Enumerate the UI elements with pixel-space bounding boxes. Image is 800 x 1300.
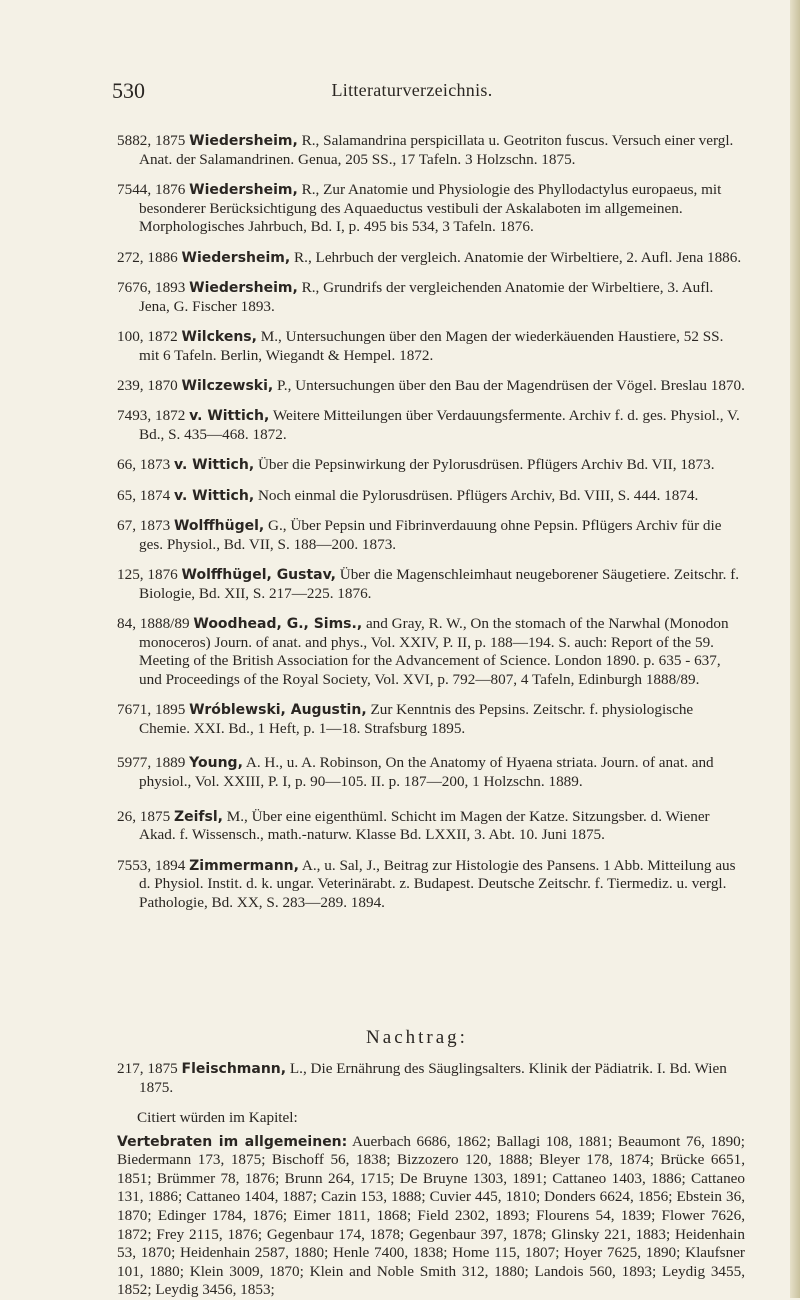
entry-text: R., Lehrbuch der vergleich. Anatomie der Wirbeltiere, 2. Aufl. Jena 1886. (290, 248, 742, 266)
entry-author: Wiedersheim, (189, 133, 298, 149)
entry-year: 1894 (154, 856, 186, 874)
entry-author: v. Wittich, (189, 408, 270, 425)
entry-number: 26, (117, 807, 136, 825)
entry-year: 1889 (154, 754, 186, 772)
entry-author: Wiedersheim, (181, 249, 291, 266)
entry-year: 1873 (139, 456, 171, 474)
entry-author: Wolffhügel, (173, 518, 265, 535)
entry-year: 1875 (147, 1060, 178, 1077)
entry-text: Weitere Mitteilungen über Verdauungsfermente. Archiv f. d. ges. Physiol., V. Bd., S. 435—468. 1872. (139, 407, 740, 443)
entry-number: 7544, (117, 180, 152, 198)
entry-year: 1876 (154, 180, 186, 198)
entry-year: 1875 (154, 132, 186, 149)
entry-author: Wiedersheim, (189, 181, 298, 198)
bib-entry (117, 517, 745, 554)
running-title: Litteraturverzeichnis. (331, 80, 493, 100)
bib-entry (117, 249, 745, 268)
cited-body (117, 1133, 745, 1300)
entry-text: Über die Magenschleimhaut neugeborener Säugetiere. Zeitschr. f. Biologie, Bd. XII, S. 217—225. 1876. (139, 566, 740, 602)
entry-text: A. H., u. A. Robinson, On the Anatomy of Hyaena striata. Journ. of anat. and physiol., Vol. XXIII, P. I, p. 90—105. II. p. 187—200, 1 Holzschn. 1889. (139, 754, 714, 790)
bib-entry (117, 487, 745, 506)
entry-number: 84, (117, 615, 136, 633)
entry-author: Woodhead, G., Sims., (193, 616, 363, 633)
bib-entry (117, 808, 745, 845)
entry-author: Wilckens, (181, 328, 257, 345)
entry-year: 1875 (139, 807, 171, 825)
cited-heading: Vertebraten im allgemeinen: (117, 1133, 348, 1150)
entry-year: 1876 (147, 566, 178, 584)
entry-author: Young, (189, 755, 243, 772)
bib-entry (117, 279, 745, 316)
entry-text: R., Zur Anatomie und Physiologie des Phyllodactylus europaeus, mit besonderer Berücksichtigung des Aquaeductus vestibuli der Askalaboten im allgemeinen. Morphologisches Jahrbuch, Bd. I, p. 495 bis 534, 3 Tafeln. 1876. (139, 180, 722, 236)
cited-text: Auerbach 6686, 1862; Ballagi 108, 1881; Beaumont 76, 1890; Biedermann 173, 1875; Bischoff 56, 1838; Bizzozero 120, 1888; Bleyer 178, 1874; Brücke 6651, 1851; Brümmer 78, 1876; Brunn 264, 1715; De Bruyne 1303, 1891; Cattaneo 1403, 1886; Cattaneo 131, 1886; Cattaneo 1404, 1887; Cazin 153, 1888; Cuvier 445, 1810; Donders 6624, 1856; Ebstein 36, 1870; Edinger 1784, 1876; Eimer 1811, 1868; Field 2302, 1893; Flourens 54, 1839; Flower 7626, 1872; Frey 2115, 1876; Gegenbaur 174, 1878; Gegenbaur 397, 1878; Glinsky 221, 1883; Heidenhain 53, 1870; Heidenhain 2587, 1880; Henle 7400, 1838; Home 115, 1807; Hoyer 7625, 1890; Klaufsner 101, 1880; Klein 3009, 1870; Klein and Noble Smith 312, 1880; Landois 560, 1893; Leydig 3455, 1852; Leydig 3456, 1853; (117, 1132, 745, 1299)
entry-year: 1895 (154, 701, 186, 719)
entry-number: 272, (117, 248, 144, 266)
entry-author: v. Wittich, (173, 487, 255, 504)
entry-text: Zur Kenntnis des Pepsins. Zeitschr. f. physiologische Chemie. XXI. Bd., 1 Heft, p. 1—18. Strafsburg 1895. (139, 701, 694, 737)
entry-text: R., Salamandrina perspicillata u. Geotriton fuscus. Versuch einer vergl. Anat. der Salamandrinen. Genua, 205 SS., 17 Tafeln. 3 Holzschn. 1875. (139, 132, 734, 168)
entry-year: 1893 (154, 278, 186, 296)
entry-text: Noch einmal die Pylorusdrüsen. Pflügers Archiv, Bd. VIII, S. 444. 1874. (254, 486, 699, 504)
entry-author: v. Wittich, (173, 457, 255, 474)
entry-author: Wilczewski, (181, 377, 274, 394)
entry-year: 1874 (139, 486, 171, 504)
entry-author: Wróblewski, Augustin, (189, 702, 367, 719)
bib-entry (117, 407, 745, 444)
entry-text: Über die Pepsinwirkung der Pylorusdrüsen. Pflügers Archiv Bd. VII, 1873. (254, 456, 715, 474)
entry-author: Wiedersheim, (189, 279, 298, 296)
entry-number: 5977, (117, 754, 152, 772)
entry-number: 100, (117, 327, 144, 345)
entry-author: Zeifsl, (173, 808, 223, 825)
entry-author: Zimmermann, (189, 857, 299, 874)
entry-number: 125, (117, 566, 144, 584)
cited-section (117, 1109, 745, 1300)
entry-text: L., Die Ernährung des Säuglingsalters. Klinik der Pädiatrik. I. Bd. Wien 1875. (139, 1060, 727, 1096)
page-number: 530 (112, 78, 145, 103)
bib-entry (117, 615, 745, 689)
entry-author: Wolffhügel, Gustav, (181, 567, 336, 584)
entry-text: M., Untersuchungen über den Magen der wiederkäuenden Haustiere, 52 SS. mit 6 Tafeln. Berlin, Wiegandt & Hempel. 1872. (139, 327, 724, 364)
bib-entry (117, 1060, 745, 1097)
entry-year: 1886 (147, 248, 178, 266)
entry-number: 65, (117, 486, 136, 504)
page-edge (790, 0, 800, 1298)
bib-entry (117, 456, 745, 475)
entry-text: and Gray, R. W., On the stomach of the Narwhal (Monodon monoceros) Journ. of anat. and phys., Vol. XXIV, P. II, p. 188—194. S. auch: Report of the 59. Meeting of the British Association for the Advancement of Science. London 1890. p. 635 - 637, und Proceedings of the Royal Society, Vol. XVI, p. 792—807, 4 Tafeln, Edinburgh 1888/89. (139, 615, 729, 688)
bib-entry (117, 181, 745, 237)
entry-text: M., Über eine eigenthüml. Schicht im Magen der Katze. Sitzungsber. d. Wiener Akad. f. Wissensch., math.-naturw. Klasse Bd. LXXII, 3. Abt. 10. Juni 1875. (139, 807, 710, 844)
entry-number: 7671, (117, 701, 152, 719)
entry-number: 7553, (117, 856, 152, 874)
entry-number: 67, (117, 517, 136, 535)
entry-number: 7493, (117, 407, 152, 425)
entry-number: 239, (117, 376, 144, 394)
bib-entry (117, 377, 745, 396)
entry-text: A., u. Sal, J., Beitrag zur Histologie des Pansens. 1 Abb. Mitteilung aus d. Physiol. Instit. d. k. ungar. Veterinärabt. z. Budapest. Deutsche Zeitschr. f. Tiermediz. u. vergl. Pathologie, Bd. XX, S. 283—289. 1894. (139, 856, 736, 911)
entry-text: R., Grundrifs der vergleichenden Anatomie der Wirbeltiere, 3. Aufl. Jena, G. Fischer 1893. (139, 278, 714, 315)
page-header (112, 78, 712, 108)
entry-number: 5882, (117, 132, 152, 149)
entry-text: G., Über Pepsin und Fibrinverdauung ohne Pepsin. Pflügers Archiv für die ges. Physiol., Bd. VII, S. 188—200. 1873. (139, 517, 722, 553)
entry-number: 217, (117, 1060, 144, 1077)
bib-entry (117, 566, 745, 603)
bib-entry (117, 754, 745, 791)
bib-entry (117, 328, 745, 365)
entry-text: P., Untersuchungen über den Bau der Magendrüsen der Vögel. Breslau 1870. (273, 376, 745, 394)
entry-number: 66, (117, 456, 136, 474)
entry-year: 1872 (147, 327, 178, 345)
entry-year: 1872 (154, 407, 186, 425)
nachtrag-list (117, 1060, 745, 1109)
bibliography-list (117, 132, 745, 924)
cited-intro: Citiert würden im Kapitel: (137, 1109, 298, 1126)
bib-entry (117, 701, 745, 738)
entry-year: 1870 (147, 376, 178, 394)
entry-number: 7676, (117, 278, 152, 296)
bib-entry (117, 132, 745, 169)
entry-year: 1873 (139, 517, 171, 535)
nachtrag-heading: Nachtrag: (366, 1027, 468, 1048)
entry-year: 1888/89 (139, 615, 190, 633)
bib-entry (117, 857, 745, 913)
entry-author: Fleischmann, (181, 1061, 287, 1077)
